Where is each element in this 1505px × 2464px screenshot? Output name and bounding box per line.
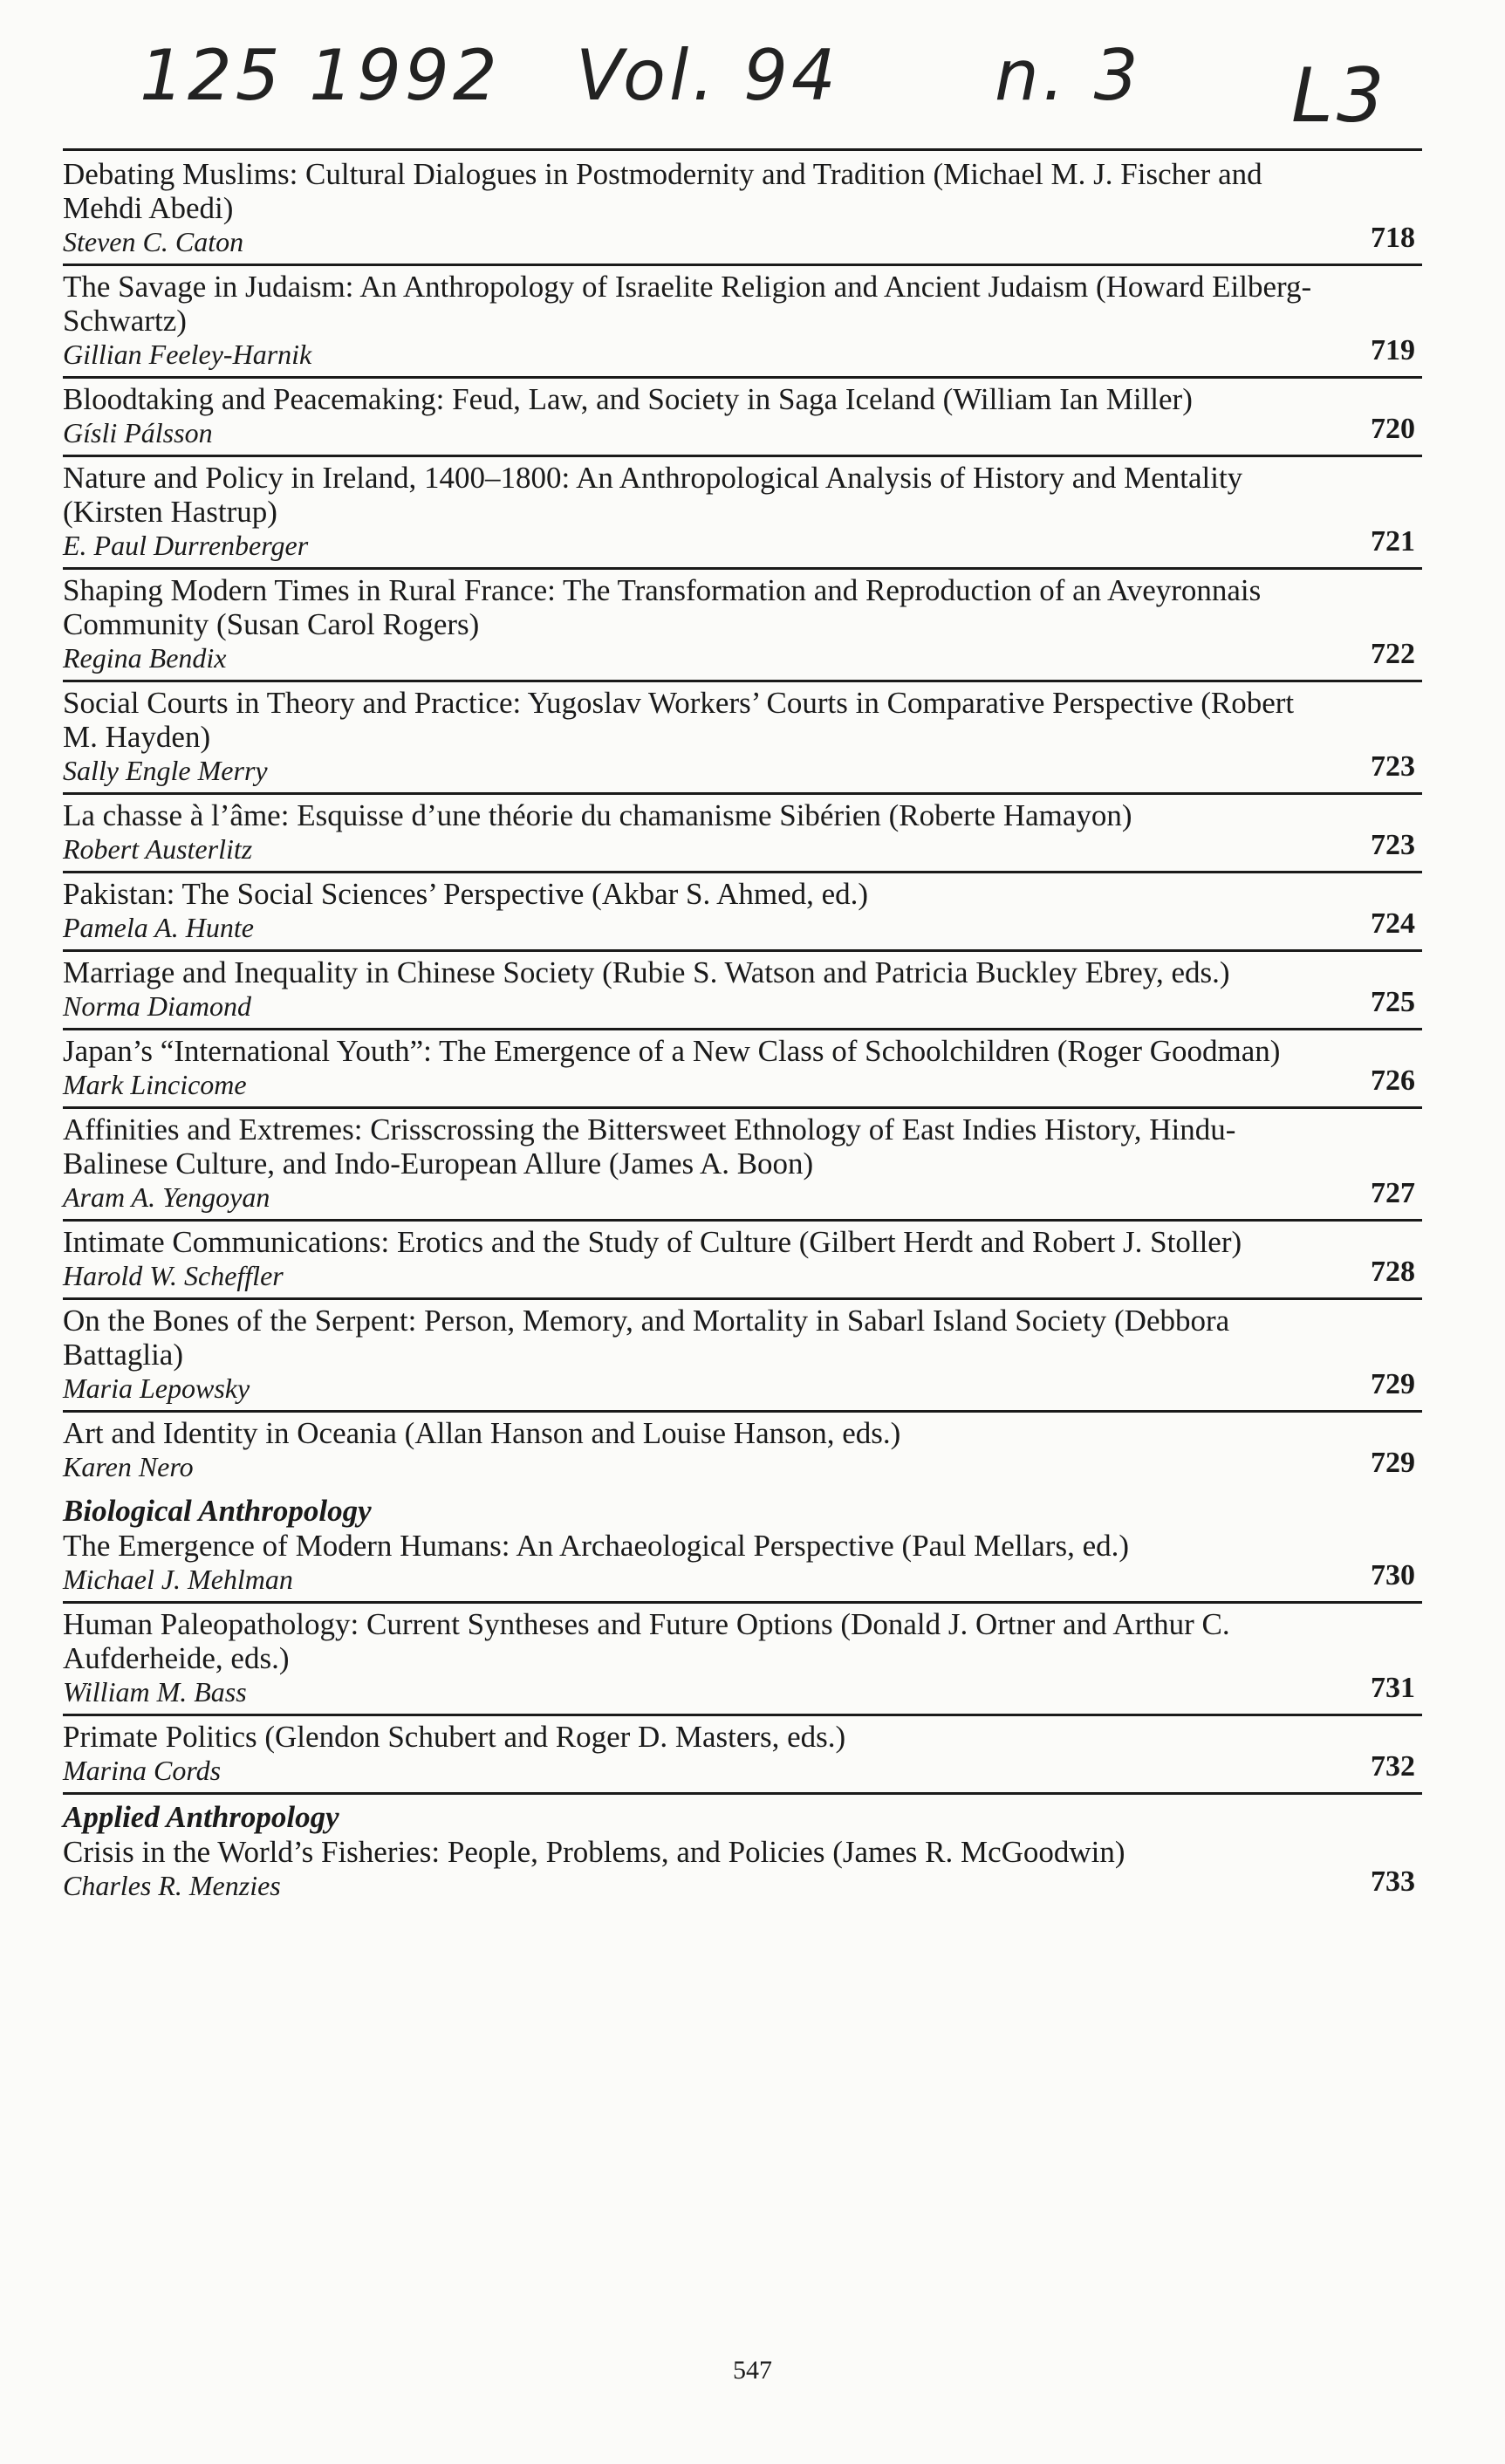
book-title: Human Paleopathology: Current Syntheses and Future Options (Donald J. Ortner and Arthur C. Aufderheide, eds.) [63,1607,1230,1675]
toc-entry [63,1030,1422,1109]
reviewer-name: Gillian Feeley-Harnik [63,339,312,370]
toc-entry [63,266,1422,379]
toc-entry [63,873,1422,952]
toc-entry [63,457,1422,570]
toc-entry [63,682,1422,795]
reviewer-name: Harold W. Scheffler [63,1260,284,1291]
page-number: 721 [1371,525,1415,558]
reviewer-name: Michael J. Mehlman [63,1564,293,1595]
book-title: Primate Politics (Glendon Schubert and Roger D. Masters, eds.) [63,1720,846,1754]
reviewer-name: Pamela A. Hunte [63,912,254,943]
book-title: On the Bones of the Serpent: Person, Memory, and Mortality in Sabarl Island Society (Debbora Battaglia) [63,1304,1230,1372]
reviewer-name: Steven C. Caton [63,226,244,257]
reviewer-name: Maria Lepowsky [63,1372,250,1404]
reviewer-name: Marina Cords [63,1755,222,1786]
handwritten-code: L3 [1291,52,1388,140]
toc-entry [63,952,1422,1030]
page-number: 719 [1371,334,1415,366]
book-title: Social Courts in Theory and Practice: Yugoslav Workers’ Courts in Comparative Perspective (Robert M. Hayden) [63,686,1295,754]
reviewer-name: William M. Bass [63,1676,247,1708]
book-title: Affinities and Extremes: Crisscrossing the Bittersweet Ethnology of East Indies History, Hindu-Balinese Culture, and Indo-European Allure (James A. Boon) [63,1112,1236,1181]
page-number: 727 [1371,1177,1415,1209]
footer-page-number: 547 [733,2356,772,2385]
toc-entry [63,795,1422,873]
toc-entry [63,1604,1422,1716]
reviewer-name: Aram A. Yengoyan [63,1181,270,1213]
toc-entry [63,1529,1422,1604]
reviewer-name: Sally Engle Merry [63,755,268,786]
page-number: 724 [1371,907,1415,940]
page-number: 731 [1371,1672,1415,1704]
book-title: Shaping Modern Times in Rural France: The Transformation and Reproduction of an Aveyronnais Community (Susan Carol Rogers) [63,573,1262,641]
reviewer-name: Gísli Pálsson [63,417,213,448]
page-number: 728 [1371,1256,1415,1288]
toc-entry [63,1222,1422,1300]
book-title: Japan’s “International Youth”: The Emergence of a New Class of Schoolchildren (Roger Goodman) [63,1034,1281,1068]
book-title: Intimate Communications: Erotics and the Study of Culture (Gilbert Herdt and Robert J. Stoller) [63,1225,1242,1259]
page-number: 733 [1371,1865,1415,1898]
book-title: Debating Muslims: Cultural Dialogues in Postmodernity and Tradition (Michael M. J. Fischer and Mehdi Abedi) [63,157,1262,225]
page-number: 726 [1371,1064,1415,1097]
toc-entry [63,1716,1422,1795]
book-title: The Savage in Judaism: An Anthropology of Israelite Religion and Ancient Judaism (Howard Eilberg-Schwartz) [63,270,1312,338]
reviewer-name: Robert Austerlitz [63,833,253,865]
reviewer-name: Mark Lincicome [63,1069,247,1100]
table-of-contents [63,154,1422,1907]
toc-entry [63,1109,1422,1222]
reviewer-name: Norma Diamond [63,990,252,1022]
handwritten-annotation [122,35,1413,148]
section-heading-applied: Applied Anthropology [63,1800,339,1834]
handwritten-number: n. 3 [995,35,1142,116]
toc-entry [63,379,1422,457]
toc-entry [63,570,1422,682]
toc-entry [63,1300,1422,1413]
handwritten-reference: 125 1992 [140,35,501,116]
toc-entry [63,1413,1422,1489]
page-number: 723 [1371,750,1415,783]
book-title: Bloodtaking and Peacemaking: Feud, Law, and Society in Saga Iceland (William Ian Miller) [63,382,1193,416]
page-number: 732 [1371,1750,1415,1783]
book-title: Art and Identity in Oceania (Allan Hanson and Louise Hanson, eds.) [63,1416,901,1450]
page-number: 722 [1371,638,1415,670]
book-title: Nature and Policy in Ireland, 1400–1800: An Anthropological Analysis of History and Mentality (Kirsten Hastrup) [63,461,1243,529]
page-number: 720 [1371,413,1415,445]
reviewer-name: Regina Bendix [63,642,227,674]
page-number: 730 [1371,1559,1415,1591]
top-rule [63,148,1422,151]
book-title: Crisis in the World’s Fisheries: People, Problems, and Policies (James R. McGoodwin) [63,1835,1125,1869]
page-number: 723 [1371,829,1415,861]
page-number: 729 [1371,1447,1415,1479]
section-heading-biological: Biological Anthropology [63,1494,372,1528]
reviewer-name: E. Paul Durrenberger [63,530,309,561]
page-number: 729 [1371,1368,1415,1400]
toc-entry [63,1835,1422,1907]
book-title: Marriage and Inequality in Chinese Society (Rubie S. Watson and Patricia Buckley Ebrey, eds.) [63,955,1230,989]
book-title: La chasse à l’âme: Esquisse d’une théorie du chamanisme Sibérien (Roberte Hamayon) [63,798,1132,832]
reviewer-name: Karen Nero [63,1451,194,1482]
page-number: 718 [1371,222,1415,254]
book-title: Pakistan: The Social Sciences’ Perspective (Akbar S. Ahmed, ed.) [63,877,869,911]
reviewer-name: Charles R. Menzies [63,1870,281,1901]
toc-entry [63,154,1422,266]
book-title: The Emergence of Modern Humans: An Archaeological Perspective (Paul Mellars, ed.) [63,1529,1130,1563]
handwritten-volume: Vol. 94 [576,35,839,116]
page-number: 725 [1371,986,1415,1018]
